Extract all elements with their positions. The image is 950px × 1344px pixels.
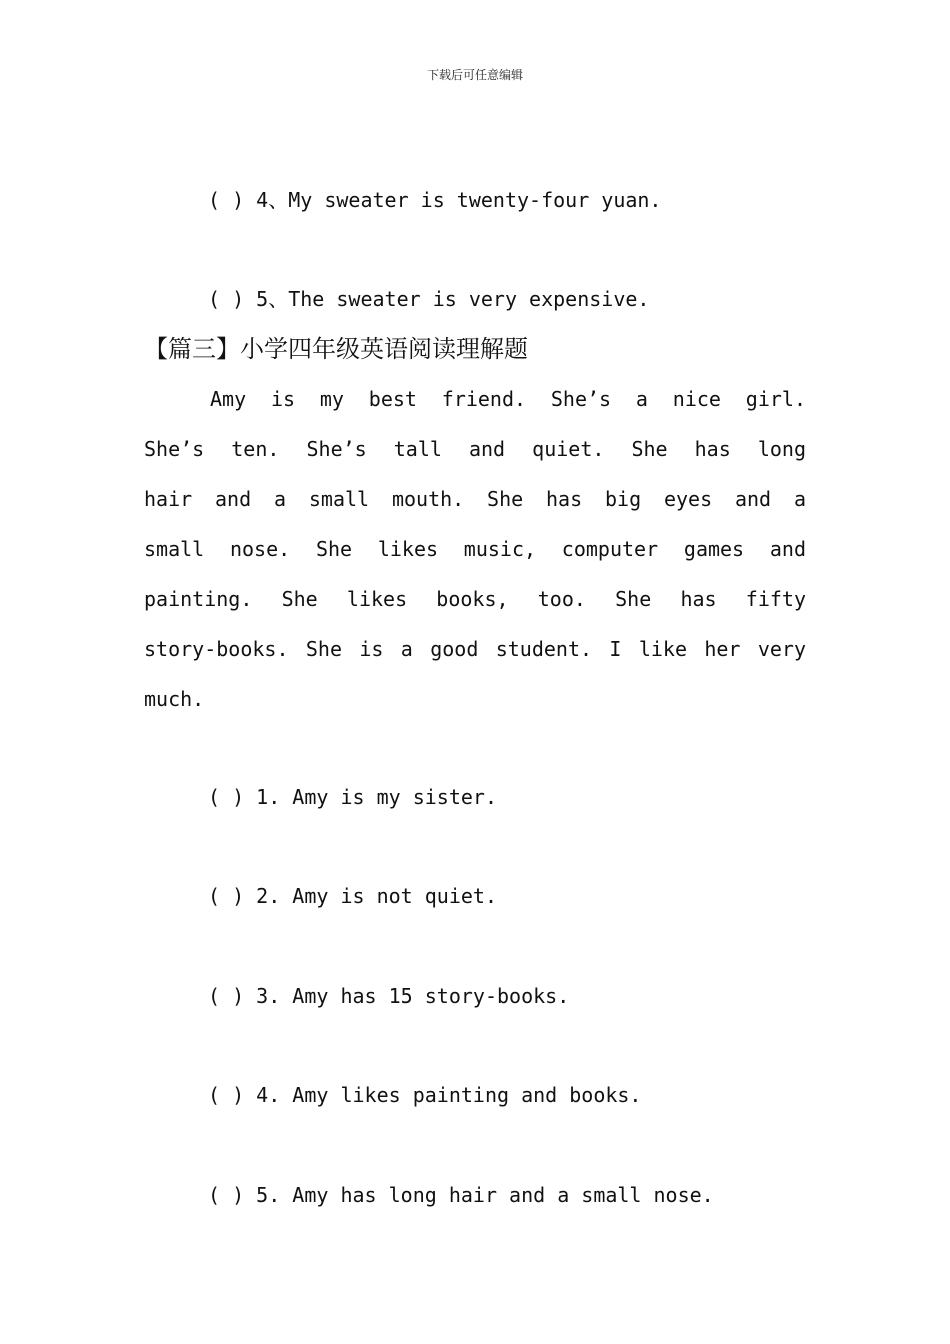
question-line: ( ) 4、My sweater is twenty-four yuan. xyxy=(208,188,662,212)
section-title: 【篇三】小学四年级英语阅读理解题 xyxy=(144,335,528,363)
passage-line: much. xyxy=(144,687,205,711)
question-line: ( ) 5、The sweater is very expensive. xyxy=(208,287,650,311)
passage-line: hair and a small mouth. She has big eyes and a xyxy=(144,487,806,511)
passage-line: She’s ten. She’s tall and quiet. She has long xyxy=(144,437,806,461)
question-line: ( ) 1. Amy is my sister. xyxy=(208,785,497,809)
passage-line: Amy is my best friend. She’s a nice girl. xyxy=(210,387,806,411)
page-header: 下载后可任意编辑 xyxy=(426,68,523,82)
passage-line: painting. She likes books, too. She has fifty xyxy=(144,587,806,611)
question-line: ( ) 4. Amy likes painting and books. xyxy=(208,1083,642,1107)
passage-line: small nose. She likes music, computer games and xyxy=(144,537,806,561)
question-line: ( ) 3. Amy has 15 story-books. xyxy=(208,984,570,1008)
reading-passage xyxy=(144,385,806,735)
question-line: ( ) 2. Amy is not quiet. xyxy=(208,884,497,908)
passage-line: story-books. She is a good student. I like her very xyxy=(144,637,806,661)
question-line: ( ) 5. Amy has long hair and a small nose. xyxy=(208,1183,714,1207)
